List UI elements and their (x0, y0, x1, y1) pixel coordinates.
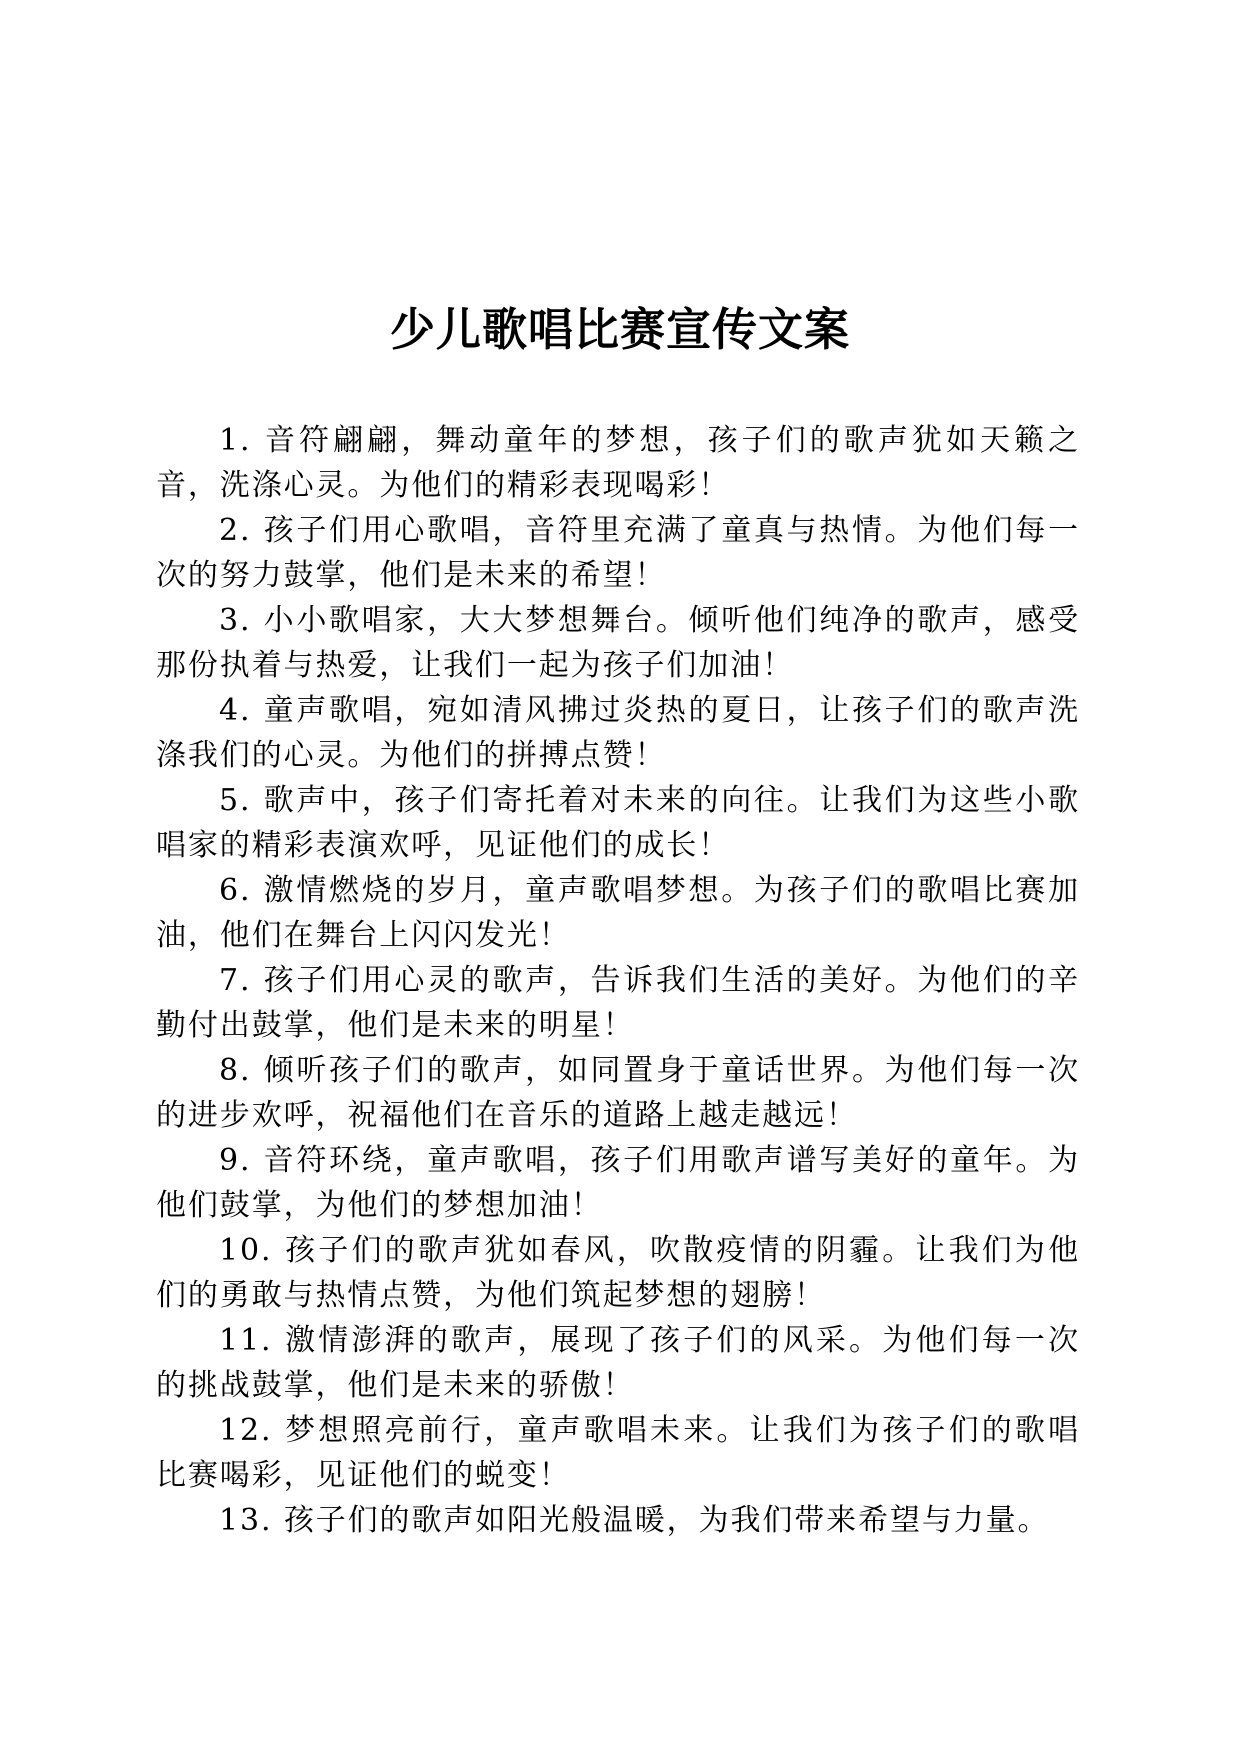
document-title: 少儿歌唱比赛宣传文案 (389, 303, 850, 356)
paragraph-6: 6. 激情燃烧的岁月，童声歌唱梦想。为孩子们的歌唱比赛加油，他们在舞台上闪闪发光！ (156, 873, 1080, 953)
paragraph-9: 9. 音符环绕，童声歌唱，孩子们用歌声谱写美好的童年。为他们鼓掌，为他们的梦想加油！ (156, 1143, 1080, 1223)
paragraph-1: 1. 音符翩翩，舞动童年的梦想，孩子们的歌声犹如天籁之音，洗涤心灵。为他们的精彩表现喝彩！ (156, 423, 1080, 503)
paragraph-7: 7. 孩子们用心灵的歌声，告诉我们生活的美好。为他们的辛勤付出鼓掌，他们是未来的明星！ (156, 963, 1080, 1043)
paragraph-12: 12. 梦想照亮前行，童声歌唱未来。让我们为孩子们的歌唱比赛喝彩，见证他们的蜕变！ (156, 1413, 1080, 1493)
paragraph-2: 2. 孩子们用心歌唱，音符里充满了童真与热情。为他们每一次的努力鼓掌，他们是未来的希望！ (156, 513, 1080, 593)
paragraph-3: 3. 小小歌唱家，大大梦想舞台。倾听他们纯净的歌声，感受那份执着与热爱，让我们一起为孩子们加油！ (156, 603, 1080, 683)
document-body (156, 418, 1080, 1543)
paragraph-8: 8. 倾听孩子们的歌声，如同置身于童话世界。为他们每一次的进步欢呼，祝福他们在音乐的道路上越走越远！ (156, 1053, 1080, 1133)
paragraph-11: 11. 激情澎湃的歌声，展现了孩子们的风采。为他们每一次的挑战鼓掌，他们是未来的骄傲！ (156, 1323, 1080, 1403)
paragraph-5: 5. 歌声中，孩子们寄托着对未来的向往。让我们为这些小歌唱家的精彩表演欢呼，见证他们的成长！ (156, 783, 1080, 863)
paragraph-13: 13. 孩子们的歌声如阳光般温暖，为我们带来希望与力量。 (219, 1503, 1050, 1538)
paragraph-4: 4. 童声歌唱，宛如清风拂过炎热的夏日，让孩子们的歌声洗涤我们的心灵。为他们的拼搏点赞！ (156, 693, 1080, 773)
paragraph-10: 10. 孩子们的歌声犹如春风，吹散疫情的阴霾。让我们为他们的勇敢与热情点赞，为他们筑起梦想的翅膀！ (156, 1233, 1080, 1313)
